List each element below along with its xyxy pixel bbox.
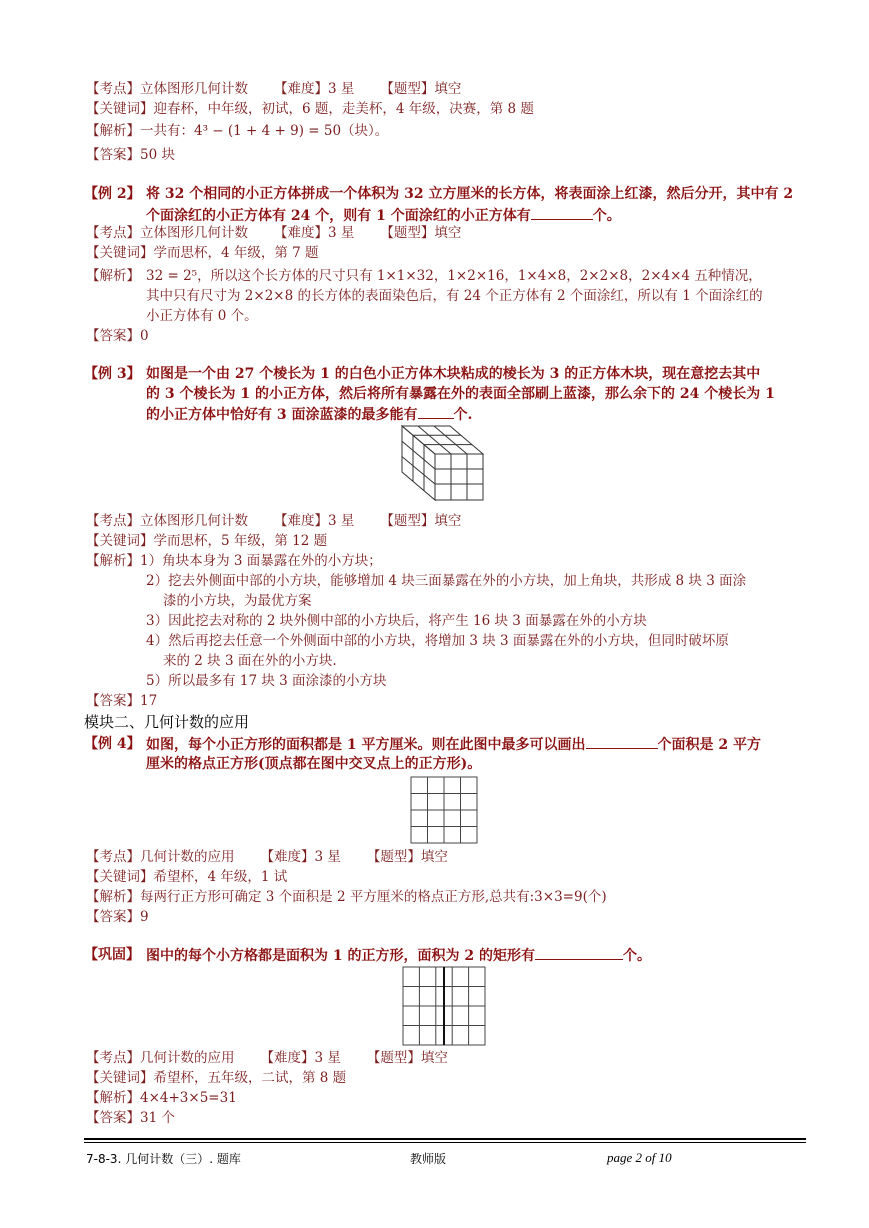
jiexi: 【解析】每两行正方形可确定 3 个面积是 2 平方厘米的格点正方形,总共有:3×3=9(个) (86, 889, 607, 905)
keywords: 【关键词】希望杯，4 年级，1 试 (86, 869, 288, 885)
meta-line (86, 511, 461, 531)
kaodian: 【考点】几何计数的应用 (86, 1050, 235, 1066)
tixing: 【题型】填空 (380, 225, 462, 241)
question-line: 的 3 个棱长为 1 的小正方体，然后将所有暴露在外的表面全部刷上蓝漆，那么余下的 24 个棱长为 1 (146, 386, 775, 402)
jiexi-line: 其中只有尺寸为 2×2×8 的长方体的表面染色后，有 24 个正方体有 2 个面涂红，所以有 1 个面涂红的 (146, 288, 763, 304)
question-line (146, 734, 761, 756)
answer-blank (531, 205, 593, 220)
module-heading: 模块二、几何计数的应用 (84, 713, 250, 731)
answer-blank (418, 404, 454, 419)
question-text-end: 个面积是 2 平方 (657, 737, 761, 753)
kaodian: 【考点】立体图形几何计数 (86, 225, 248, 241)
tixing: 【题型】填空 (380, 513, 462, 529)
jiexi-line: 来的 2 块 3 面在外的小方块. (163, 653, 337, 669)
jiexi-line: 5）所以最多有 17 块 3 面涂漆的小方块 (146, 673, 387, 689)
grid-figure (410, 776, 480, 846)
jiexi: 【解析】4×4+3×5=31 (86, 1090, 237, 1106)
meta-line (86, 223, 461, 243)
example-question (146, 184, 811, 227)
tixing: 【题型】填空 (380, 81, 462, 97)
answer: 【答案】31 个 (86, 1110, 175, 1126)
answer: 【答案】17 (86, 693, 158, 709)
question-line: 如图是一个由 27 个棱长为 1 的白色小正方体木块粘成的棱长为 3 的正方体木块，现在意挖去其中 (146, 366, 761, 382)
kaodian: 【考点】几何计数的应用 (86, 849, 235, 865)
footer-title: 7-8-3. 几何计数（三）. 题库 (86, 1152, 241, 1166)
question-text: 图中的每个小方格都是面积为 1 的正方形，面积为 2 的矩形有 (146, 948, 535, 964)
jiexi-label: 【解析】 (86, 268, 140, 284)
keywords: 【关键词】学而思杯，5 年级，第 12 题 (86, 533, 328, 549)
rectangle-grid-figure (402, 966, 488, 1048)
keywords: 【关键词】迎春杯，中年级，初试，6 题，走美杯，4 年级，决赛，第 8 题 (86, 101, 534, 117)
nandu: 【难度】3 星 (274, 81, 355, 97)
jiexi-line: 2）挖去外侧面中部的小方块，能够增加 4 块三面暴露在外的小方块，加上角块，共形成 8 块 3 面涂 (146, 573, 747, 589)
answer: 【答案】0 (86, 328, 149, 344)
footer-rule (84, 1142, 806, 1143)
nandu: 【难度】3 星 (260, 1050, 341, 1066)
meta-line (86, 847, 448, 867)
tixing: 【题型】填空 (366, 849, 448, 865)
question-text: 的小正方体中恰好有 3 面涂蓝漆的最多能有 (146, 407, 418, 423)
answer: 【答案】9 (86, 909, 149, 925)
keywords: 【关键词】希望杯，五年级，二试，第 8 题 (86, 1070, 347, 1086)
meta-line (86, 79, 461, 99)
footer-rule (84, 1138, 806, 1140)
jiexi-line: 【解析】1）角块本身为 3 面暴露在外的小方块； (86, 553, 382, 569)
answer: 【答案】50 块 (86, 147, 175, 163)
kaodian: 【考点】立体图形几何计数 (86, 513, 248, 529)
question-text-end: 个. (453, 407, 473, 423)
cube-figure (398, 422, 490, 504)
page-number: page 2 of 10 (607, 1150, 672, 1165)
jiexi-line: 小正方体有 0 个。 (146, 308, 258, 324)
nandu: 【难度】3 星 (260, 849, 341, 865)
question-text: 将 32 个相同的小正方体拼成一个体积为 32 立方厘米的长方体，将表面涂上红漆，然后分开，其中有 2 个面涂红的小正方体有 24 个，则有 1 个面涂红的小正方体有 (146, 186, 794, 224)
gonggu-label: 【巩固】 (84, 947, 140, 963)
question-line (146, 945, 651, 967)
question-line: 厘米的格点正方形(顶点都在图中交叉点上的正方形)。 (146, 756, 482, 772)
tixing: 【题型】填空 (366, 1050, 448, 1066)
jiexi-line: 4）然后再挖去任意一个外侧面中部的小方块，将增加 3 块 3 面暴露在外的小方块，但同时破坏原 (146, 633, 729, 649)
example-label: 【例 4】 (84, 736, 141, 752)
nandu: 【难度】3 星 (274, 225, 355, 241)
keywords: 【关键词】学而思杯，4 年级，第 7 题 (86, 245, 319, 261)
example-label: 【例 2】 (84, 186, 141, 202)
jiexi-line: 3）因此挖去对称的 2 块外侧中部的小方块后，将产生 16 块 3 面暴露在外的小方块 (146, 613, 647, 629)
kaodian: 【考点】立体图形几何计数 (86, 81, 248, 97)
nandu: 【难度】3 星 (274, 513, 355, 529)
jiexi: 【解析】一共有：4³ − (1 + 4 + 9) = 50（块）。 (86, 123, 389, 139)
example-label: 【例 3】 (84, 366, 141, 382)
question-text: 如图，每个小正方形的面积都是 1 平方厘米。则在此图中最多可以画出 (146, 737, 586, 753)
answer-blank (586, 734, 658, 749)
footer-edition: 教师版 (410, 1152, 447, 1166)
question-text-end: 个。 (592, 208, 621, 224)
question-text-end: 个。 (622, 948, 651, 964)
answer-blank (535, 945, 623, 960)
jiexi-line: 漆的小方块，为最优方案 (163, 593, 312, 609)
jiexi-line: 32 = 2⁵，所以这个长方体的尺寸只有 1×1×32，1×2×16，1×4×8，2×2×8，2×4×4 五种情况， (146, 268, 762, 284)
meta-line (86, 1048, 448, 1068)
